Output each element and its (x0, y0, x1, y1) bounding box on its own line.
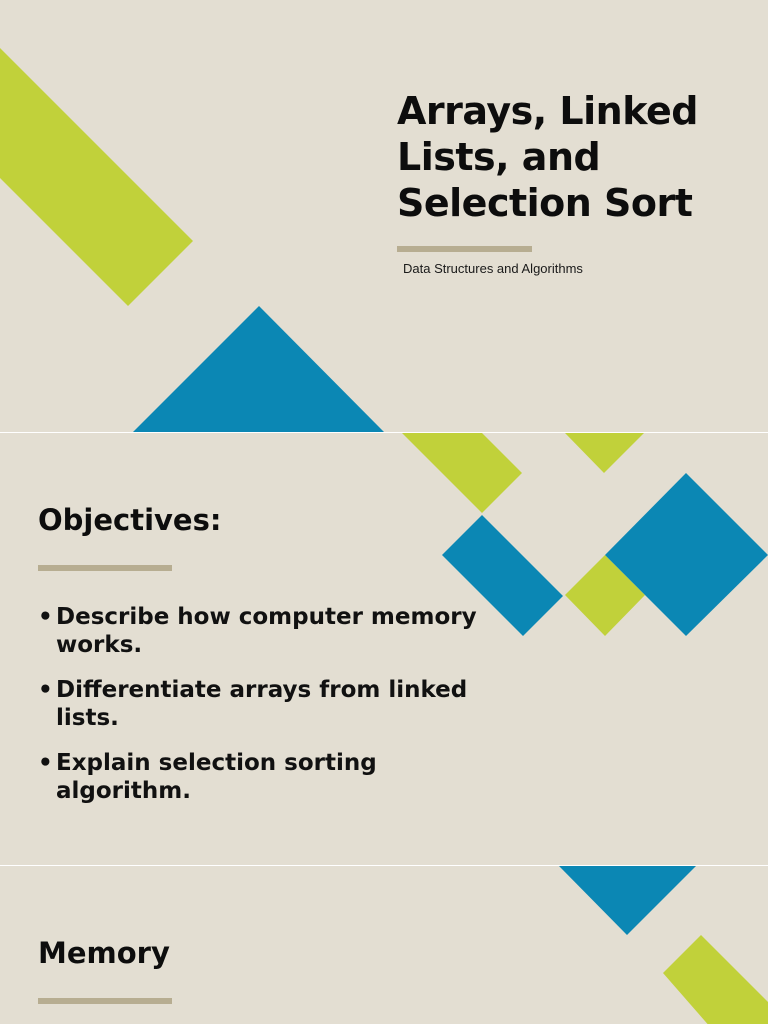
bullet-icon: • (38, 750, 53, 776)
objectives-list (38, 603, 478, 822)
list-item-text: Describe how computer memory works. (56, 604, 477, 658)
slide-objectives (0, 433, 768, 865)
title-line: Lists, and (397, 135, 601, 179)
title-line: Selection Sort (397, 181, 693, 225)
list-item (38, 603, 478, 659)
list-item (38, 749, 478, 805)
slide-subtitle: Data Structures and Algorithms (403, 261, 583, 276)
slide-title-heading (397, 88, 757, 226)
heading-underline-rule (38, 998, 172, 1004)
slide-heading: Memory (38, 936, 170, 970)
title-line: Arrays, Linked (397, 89, 698, 133)
title-underline-rule (397, 246, 532, 252)
bullet-icon: • (38, 604, 53, 630)
list-item-text: Explain selection sorting algorithm. (56, 750, 377, 804)
slide-memory (0, 866, 768, 1024)
slide-title (0, 0, 768, 432)
bullet-icon: • (38, 677, 53, 703)
list-item (38, 676, 478, 732)
heading-underline-rule (38, 565, 172, 571)
slide-heading: Objectives: (38, 503, 222, 537)
list-item-text: Differentiate arrays from linked lists. (56, 677, 468, 731)
